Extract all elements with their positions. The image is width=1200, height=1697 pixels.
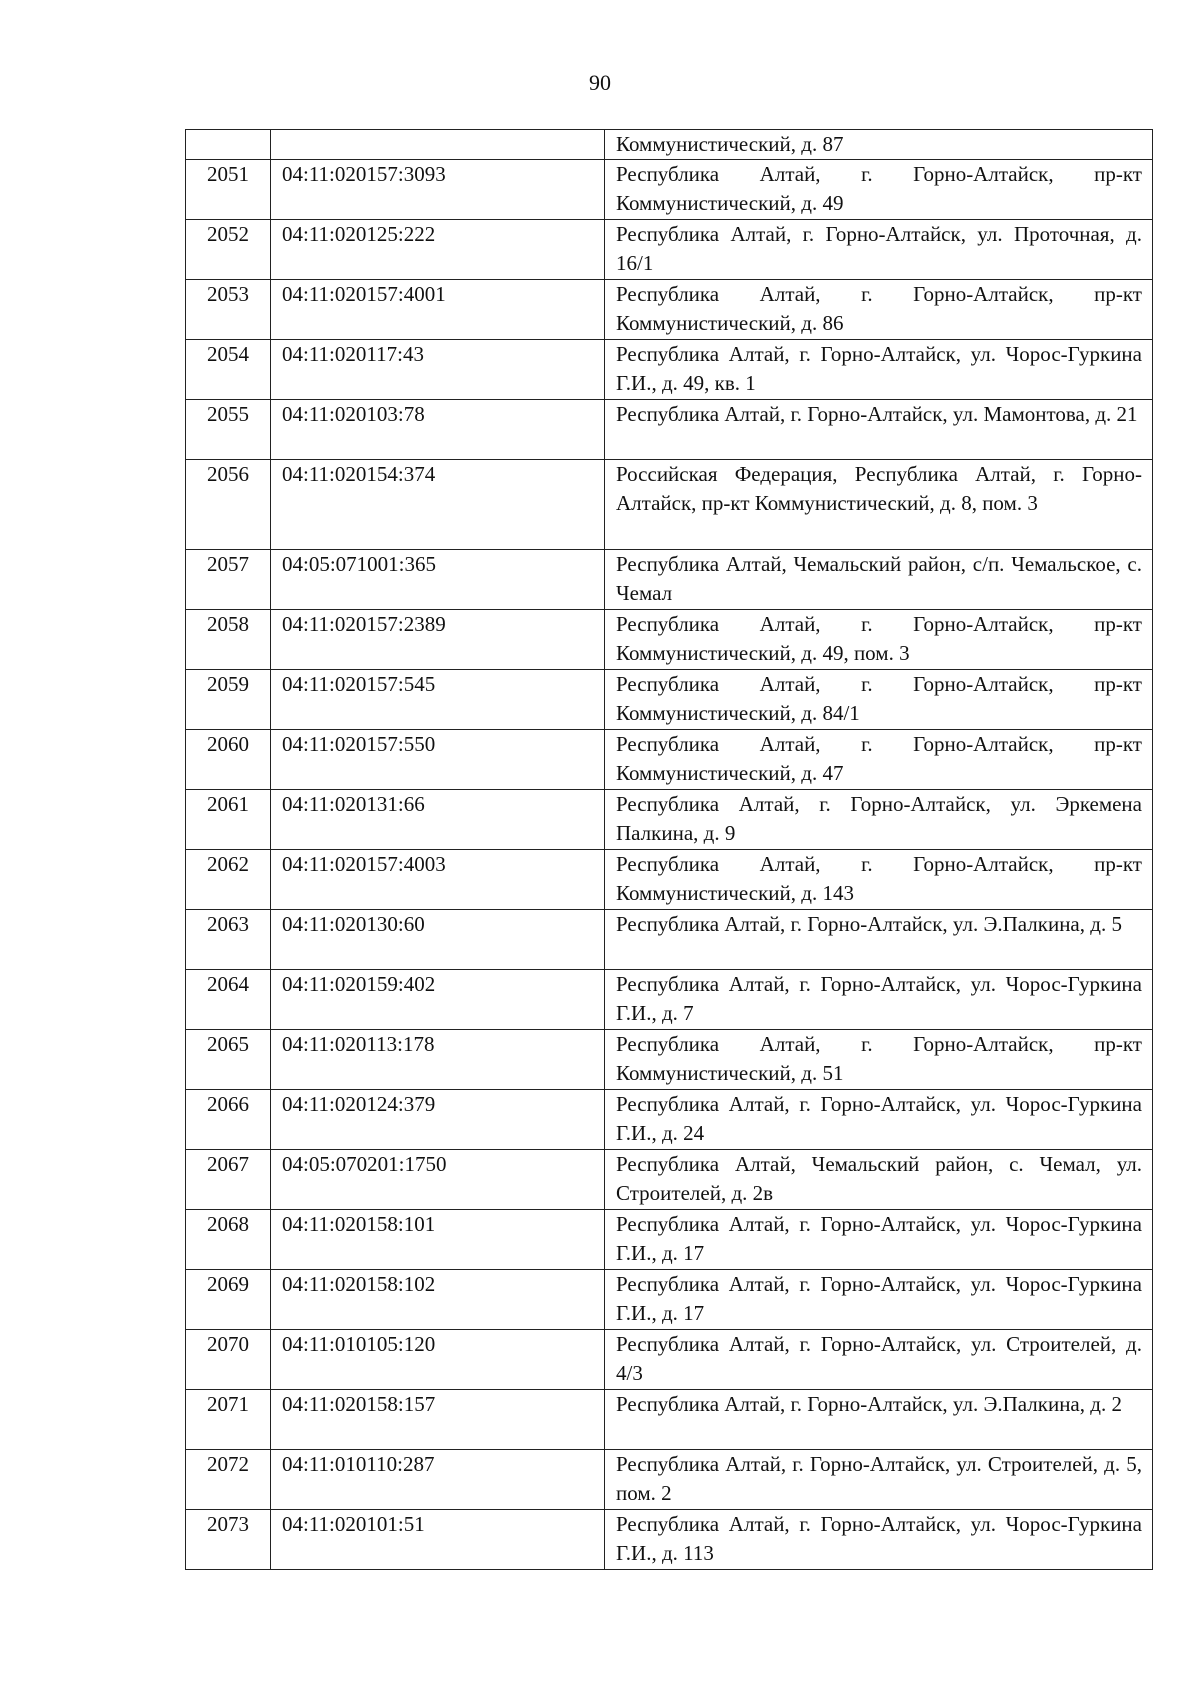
table-row [186,1150,1153,1210]
cadastral-number-cell: 04:11:020154:374 [271,460,605,550]
row-number-cell: 2065 [186,1030,271,1090]
table-row [186,1030,1153,1090]
cadastral-number-cell: 04:11:020101:51 [271,1510,605,1570]
table-row [186,730,1153,790]
address-cell: Республика Алтай, г. Горно-Алтайск, ул. Чорос-Гуркина Г.И., д. 24 [605,1090,1153,1150]
table-row [186,1390,1153,1450]
address-cell: Республика Алтай, г. Горно-Алтайск, ул. Строителей, д. 4/3 [605,1330,1153,1390]
table-row [186,460,1153,550]
row-number-cell: 2070 [186,1330,271,1390]
row-number-cell: 2059 [186,670,271,730]
cadastral-number-cell: 04:11:020157:2389 [271,610,605,670]
address-cell: Республика Алтай, г. Горно-Алтайск, ул. Чорос-Гуркина Г.И., д. 113 [605,1510,1153,1570]
address-cell: Республика Алтай, г. Горно-Алтайск, ул. Мамонтова, д. 21 [605,400,1153,460]
address-cell: Республика Алтай, г. Горно-Алтайск, ул. Чорос-Гуркина Г.И., д. 7 [605,970,1153,1030]
table-row [186,670,1153,730]
table-row [186,220,1153,280]
row-number-cell: 2063 [186,910,271,970]
cadastral-number-cell: 04:11:020157:550 [271,730,605,790]
address-cell: Республика Алтай, г. Горно-Алтайск, ул. Чорос-Гуркина Г.И., д. 49, кв. 1 [605,340,1153,400]
cadastral-number-cell: 04:11:020131:66 [271,790,605,850]
table-row [186,1510,1153,1570]
page-number: 90 [589,70,611,95]
address-cell: Республика Алтай, г. Горно-Алтайск, ул. Чорос-Гуркина Г.И., д. 17 [605,1270,1153,1330]
cadastral-number-cell: 04:11:020130:60 [271,910,605,970]
row-number-cell: 2053 [186,280,271,340]
table-row [186,160,1153,220]
row-number-cell: 2052 [186,220,271,280]
row-number-cell: 2057 [186,550,271,610]
row-number-cell [186,130,271,160]
table-row [186,610,1153,670]
address-cell: Республика Алтай, г. Горно-Алтайск, пр-кт Коммунистический, д. 86 [605,280,1153,340]
table-row [186,1210,1153,1270]
row-number-cell: 2058 [186,610,271,670]
address-cell: Республика Алтай, Чемальский район, с. Чемал, ул. Строителей, д. 2в [605,1150,1153,1210]
address-cell: Республика Алтай, г. Горно-Алтайск, ул. Э.Палкина, д. 5 [605,910,1153,970]
address-cell: Республика Алтай, г. Горно-Алтайск, пр-кт Коммунистический, д. 49, пом. 3 [605,610,1153,670]
row-number-cell: 2061 [186,790,271,850]
address-cell: Республика Алтай, Чемальский район, с/п. Чемальское, с. Чемал [605,550,1153,610]
row-number-cell: 2071 [186,1390,271,1450]
address-cell: Республика Алтай, г. Горно-Алтайск, ул. Строителей, д. 5, пом. 2 [605,1450,1153,1510]
cadastral-number-cell: 04:11:020158:102 [271,1270,605,1330]
table-row [186,910,1153,970]
cadastral-number-cell: 04:11:020157:545 [271,670,605,730]
cadastral-number-cell: 04:11:020159:402 [271,970,605,1030]
table-row [186,1270,1153,1330]
address-cell: Республика Алтай, г. Горно-Алтайск, пр-кт Коммунистический, д. 49 [605,160,1153,220]
registry-table-body [186,130,1153,1570]
row-number-cell: 2054 [186,340,271,400]
address-cell: Российская Федерация, Республика Алтай, г. Горно-Алтайск, пр-кт Коммунистический, д. 8, пом. 3 [605,460,1153,550]
table-row [186,550,1153,610]
table-row [186,1450,1153,1510]
cadastral-number-cell: 04:11:020157:4001 [271,280,605,340]
table-row [186,1090,1153,1150]
row-number-cell: 2060 [186,730,271,790]
cadastral-number-cell: 04:11:020125:222 [271,220,605,280]
row-number-cell: 2066 [186,1090,271,1150]
cadastral-number-cell: 04:05:071001:365 [271,550,605,610]
table-row [186,340,1153,400]
table-row [186,130,1153,160]
row-number-cell: 2062 [186,850,271,910]
address-cell: Республика Алтай, г. Горно-Алтайск, ул. Э.Палкина, д. 2 [605,1390,1153,1450]
cadastral-number-cell: 04:11:020117:43 [271,340,605,400]
address-cell: Республика Алтай, г. Горно-Алтайск, ул. Эркемена Палкина, д. 9 [605,790,1153,850]
cadastral-number-cell: 04:11:020157:4003 [271,850,605,910]
row-number-cell: 2068 [186,1210,271,1270]
cadastral-number-cell: 04:11:020158:157 [271,1390,605,1450]
cadastral-number-cell: 04:11:020157:3093 [271,160,605,220]
address-cell: Республика Алтай, г. Горно-Алтайск, пр-кт Коммунистический, д. 51 [605,1030,1153,1090]
table-row [186,850,1153,910]
cadastral-number-cell [271,130,605,160]
cadastral-number-cell: 04:11:020113:178 [271,1030,605,1090]
address-cell: Коммунистический, д. 87 [605,130,1153,160]
table-row [186,790,1153,850]
table-row [186,1330,1153,1390]
address-cell: Республика Алтай, г. Горно-Алтайск, пр-кт Коммунистический, д. 47 [605,730,1153,790]
row-number-cell: 2056 [186,460,271,550]
cadastral-number-cell: 04:11:010105:120 [271,1330,605,1390]
cadastral-number-cell: 04:05:070201:1750 [271,1150,605,1210]
address-cell: Республика Алтай, г. Горно-Алтайск, пр-кт Коммунистический, д. 84/1 [605,670,1153,730]
cadastral-number-cell: 04:11:020124:379 [271,1090,605,1150]
row-number-cell: 2064 [186,970,271,1030]
cadastral-number-cell: 04:11:020158:101 [271,1210,605,1270]
row-number-cell: 2073 [186,1510,271,1570]
row-number-cell: 2055 [186,400,271,460]
table-row [186,280,1153,340]
table-row [186,400,1153,460]
address-cell: Республика Алтай, г. Горно-Алтайск, ул. Чорос-Гуркина Г.И., д. 17 [605,1210,1153,1270]
table-row [186,970,1153,1030]
row-number-cell: 2067 [186,1150,271,1210]
cadastral-number-cell: 04:11:020103:78 [271,400,605,460]
row-number-cell: 2051 [186,160,271,220]
address-cell: Республика Алтай, г. Горно-Алтайск, пр-кт Коммунистический, д. 143 [605,850,1153,910]
row-number-cell: 2069 [186,1270,271,1330]
registry-table [185,129,1153,1570]
row-number-cell: 2072 [186,1450,271,1510]
address-cell: Республика Алтай, г. Горно-Алтайск, ул. Проточная, д. 16/1 [605,220,1153,280]
cadastral-number-cell: 04:11:010110:287 [271,1450,605,1510]
